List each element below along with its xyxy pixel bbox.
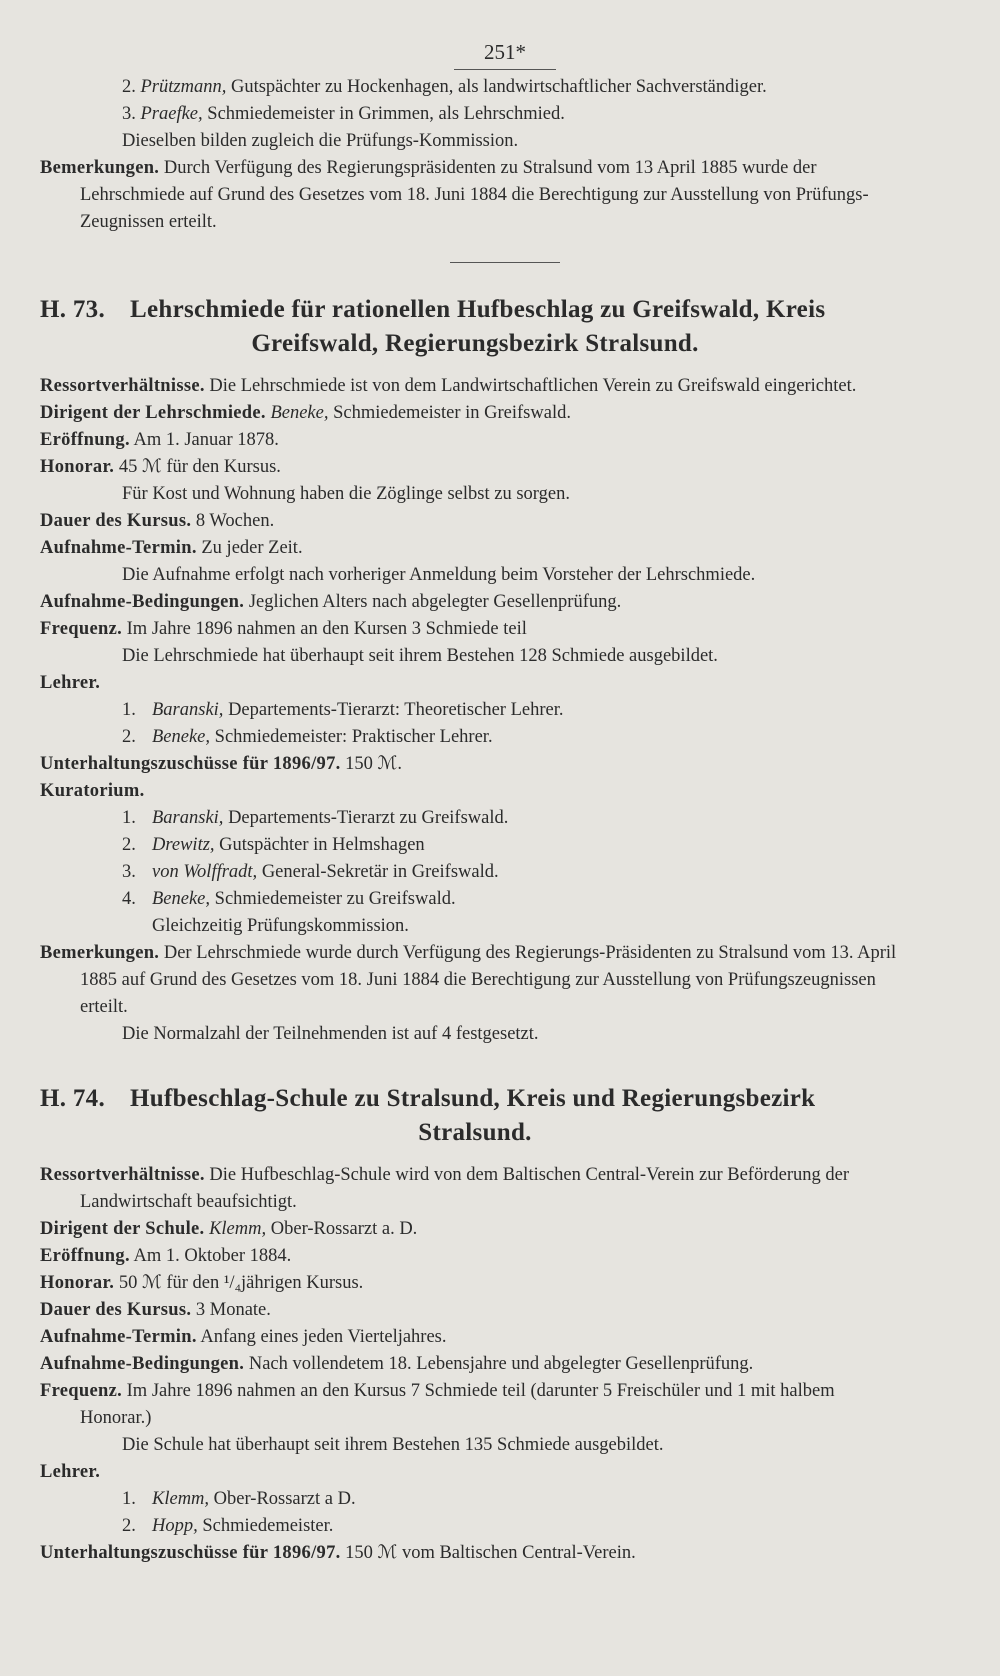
bedingungen: Aufnahme-Bedingungen. Jeglichen Alters nach abgelegter Gesellenprüfung.: [40, 592, 622, 612]
frequenz: Frequenz. Im Jahre 1896 nahmen an den Kursus 7 Schmiede teil (darunter 5 Freischüler und 1 mit halbem Honorar.): [40, 1381, 835, 1428]
list-item: 3. Praefke, Schmiedemeister in Grimmen, als Lehrschmied.: [122, 104, 565, 124]
kuratorium-label: Kuratorium.: [40, 781, 145, 801]
spacer: [40, 1048, 910, 1082]
zuschuss: Unterhaltungszuschüsse für 1896/97. 150 ℳ vom Baltischen Central-Verein.: [40, 1543, 636, 1563]
list-item: 1. Baranski, Departements-Tierarzt zu Greifswald.: [122, 808, 509, 828]
top-continuation: [40, 74, 910, 236]
page-number: 251*: [40, 40, 910, 70]
list-item: 2. Prützmann, Gutspächter zu Hockenhagen, als landwirtschaftlicher Sachverständiger.: [122, 77, 767, 97]
list-item: 4. Beneke, Schmiedemeister zu Greifswald.: [122, 889, 456, 909]
section-h73: [40, 293, 910, 1048]
section-h74: [40, 1082, 910, 1567]
zuschuss: Unterhaltungszuschüsse für 1896/97. 150 ℳ.: [40, 754, 402, 774]
list-item: 2. Hopp, Schmiedemeister.: [122, 1516, 334, 1536]
ressort: Ressortverhältnisse. Die Hufbeschlag-Schule wird von dem Baltischen Central-Verein zur Beförderung der Landwirtschaft beaufsichtigt.: [40, 1165, 849, 1212]
dirigent: Dirigent der Schule. Klemm, Ober-Rossarzt a. D.: [40, 1219, 418, 1239]
dauer: Dauer des Kursus. 3 Monate.: [40, 1300, 271, 1320]
section-divider: [450, 262, 560, 263]
dirigent: Dirigent der Lehrschmiede. Beneke, Schmiedemeister in Greifswald.: [40, 403, 571, 423]
list-item: 2. Beneke, Schmiedemeister: Praktischer Lehrer.: [122, 727, 493, 747]
list-item: 1. Baranski, Departements-Tierarzt: Theoretischer Lehrer.: [122, 700, 564, 720]
eroeffnung: Eröffnung. Am 1. Oktober 1884.: [40, 1246, 292, 1266]
lehrer-label: Lehrer.: [40, 673, 101, 693]
dauer: Dauer des Kursus. 8 Wochen.: [40, 511, 275, 531]
frequenz-note: Die Lehrschmiede hat überhaupt seit ihrem Bestehen 128 Schmiede ausgebildet.: [122, 646, 718, 666]
eroeffnung: Eröffnung. Am 1. Januar 1878.: [40, 430, 279, 450]
remarks: Bemerkungen. Durch Verfügung des Regierungspräsidenten zu Stralsund vom 13 April 1885 wurde der Lehrschmiede auf Grund des Gesetzes vom 18. Juni 1884 die Berechtigung zur Ausstellung von Prüfungs-Zeugnissen erteilt.: [40, 158, 869, 232]
frequenz: Frequenz. Im Jahre 1896 nahmen an den Kursen 3 Schmiede teil: [40, 619, 527, 639]
list-item: 2. Drewitz, Gutspächter in Helmshagen: [122, 835, 425, 855]
lehrer-label: Lehrer.: [40, 1462, 101, 1482]
list-item: 3. von Wolffradt, General-Sekretär in Greifswald.: [122, 862, 499, 882]
honorar: Honorar. 50 ℳ für den ¹/₄jährigen Kursus.: [40, 1273, 364, 1293]
note: Dieselben bilden zugleich die Prüfungs-Kommission.: [122, 131, 519, 151]
honorar-note: Für Kost und Wohnung haben die Zöglinge selbst zu sorgen.: [122, 484, 570, 504]
remarks-note: Die Normalzahl der Teilnehmenden ist auf 4 festgesetzt.: [122, 1024, 539, 1044]
remarks: Bemerkungen. Der Lehrschmiede wurde durch Verfügung des Regierungs-Präsidenten zu Stralsund vom 13. April 1885 auf Grund des Gesetzes vom 18. Juni 1884 die Berechtigung zur Ausstellung von Prüfungszeugnissen erteilt.: [40, 943, 897, 1017]
termin: Aufnahme-Termin. Zu jeder Zeit.: [40, 538, 303, 558]
list-item: 1. Klemm, Ober-Rossarzt a D.: [122, 1489, 356, 1509]
bedingungen: Aufnahme-Bedingungen. Nach vollendetem 18. Lebensjahre und abgelegter Gesellenprüfung.: [40, 1354, 754, 1374]
section-title: H. 73. Lehrschmiede für rationellen Hufbeschlag zu Greifswald, Kreis Greifswald, Regierungsbezirk Stralsund.: [40, 296, 826, 357]
frequenz-note: Die Schule hat überhaupt seit ihrem Bestehen 135 Schmiede ausgebildet.: [122, 1435, 664, 1455]
ressort: Ressortverhältnisse. Die Lehrschmiede ist von dem Landwirtschaftlichen Verein zu Greifswald eingerichtet.: [40, 376, 857, 396]
termin-note: Die Aufnahme erfolgt nach vorheriger Anmeldung beim Vorsteher der Lehrschmiede.: [122, 565, 756, 585]
kuratorium-note: Gleichzeitig Prüfungskommission.: [152, 916, 409, 936]
section-title: H. 74. Hufbeschlag-Schule zu Stralsund, Kreis und Regierungsbezirk Stralsund.: [40, 1085, 816, 1146]
termin: Aufnahme-Termin. Anfang eines jeden Vierteljahres.: [40, 1327, 447, 1347]
honorar: Honorar. 45 ℳ für den Kursus.: [40, 457, 281, 477]
